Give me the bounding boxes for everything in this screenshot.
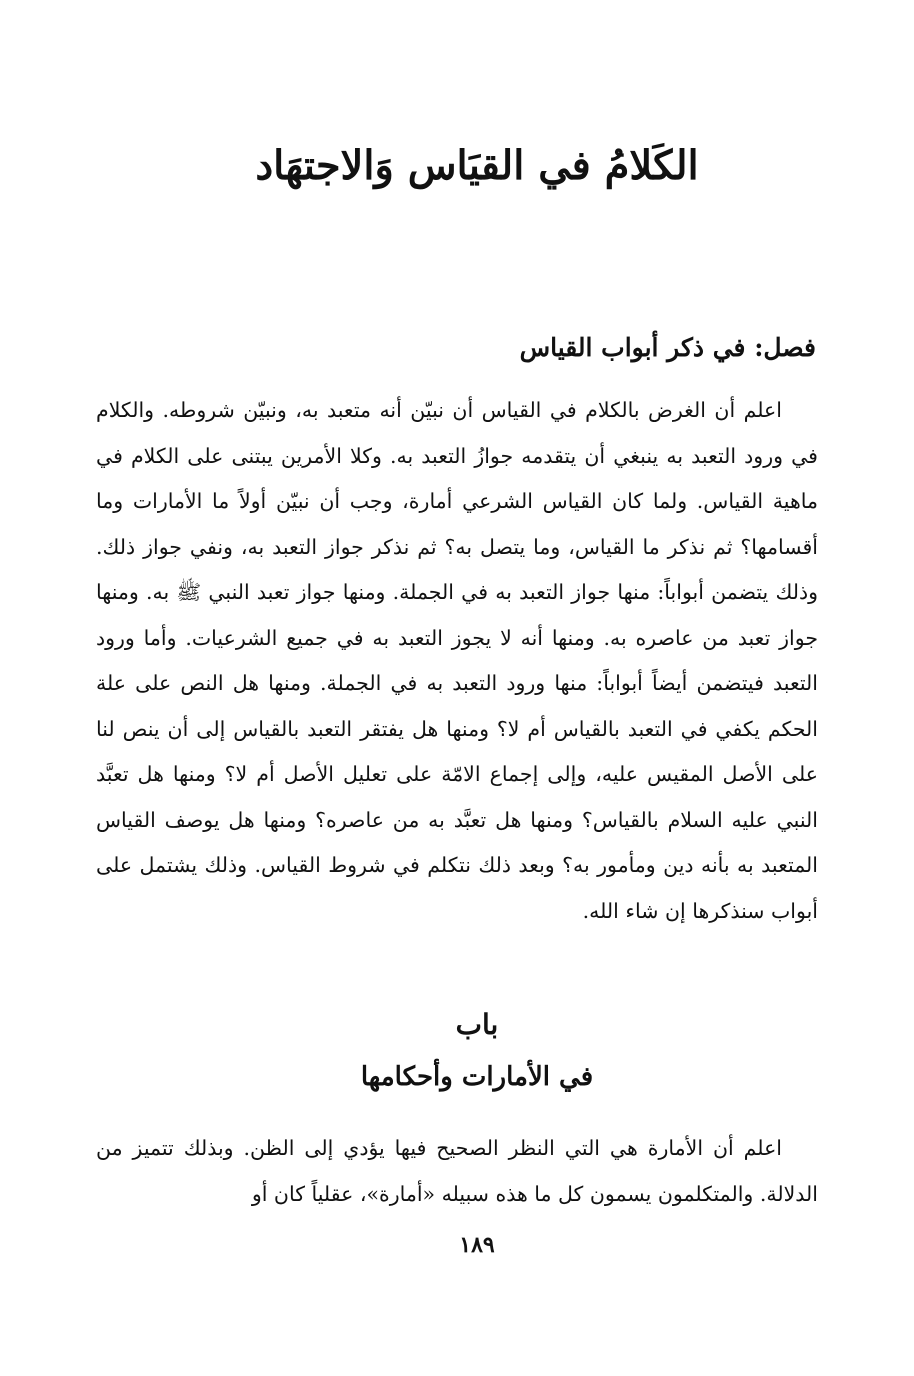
body-paragraph-2 (96, 1126, 818, 1217)
paragraph-2-text: اعلم أن الأمارة هي التي النظر الصحيح فيها يؤدي إلى الظن. وبذلك تتميز من الدلالة. والمتكلمون يسمون كل ما هذه سبيله «أمارة»، عقلياً كان أو (96, 1136, 818, 1206)
paragraph-1-text: اعلم أن الغرض بالكلام في القياس أن نبيّن أنه متعبد به، ونبيّن شروطه. والكلام في ورود التعبد به ينبغي أن يتقدمه جوازُ التعبد به. وكلا الأمرين يبتنى على الكلام في ماهية القياس. ولما كان القياس الشرعي أمارة، وجب أن نبيّن أولاً ما الأمارات وما أقسامها؟ ثم نذكر ما القياس، وما يتصل به؟ ثم نذكر جواز التعبد به، ونفي جواز ذلك. وذلك يتضمن أبواباً: منها جواز التعبد به في الجملة. ومنها جواز تعبد النبي ﷺ به. ومنها جواز تعبد من عاصره به. ومنها أنه لا يجوز التعبد به في جميع الشرعيات. وأما ورود التعبد فيتضمن أيضاً أبواباً: منها ورود التعبد به في الجملة. ومنها هل النص على علة الحكم يكفي في التعبد بالقياس أم لا؟ ومنها هل يفتقر التعبد بالقياس إلى أن ينص لنا على الأصل المقيس عليه، وإلى إجماع الامّة على تعليل الأصل أم لا؟ ومنها هل تعبَّد النبي عليه السلام بالقياس؟ ومنها هل تعبَّد به من عاصره؟ ومنها هل يوصف القياس المتعبد به بأنه دين ومأمور به؟ وبعد ذلك نتكلم في شروط القياس. وذلك يشتمل على أبواب سنذكرها إن شاء الله. (96, 398, 818, 923)
section-heading: فصل: في ذكر أبواب القياس (519, 333, 816, 362)
chapter-main-title: الكَلامُ في القيَاس وَالاجتهَاد (255, 142, 699, 189)
chapter-word: باب (455, 1008, 499, 1041)
chapter-subtitle: في الأمارات وأحكامها (360, 1062, 594, 1092)
body-paragraph-1 (96, 388, 818, 934)
page-number: ١٨٩ (459, 1232, 495, 1258)
